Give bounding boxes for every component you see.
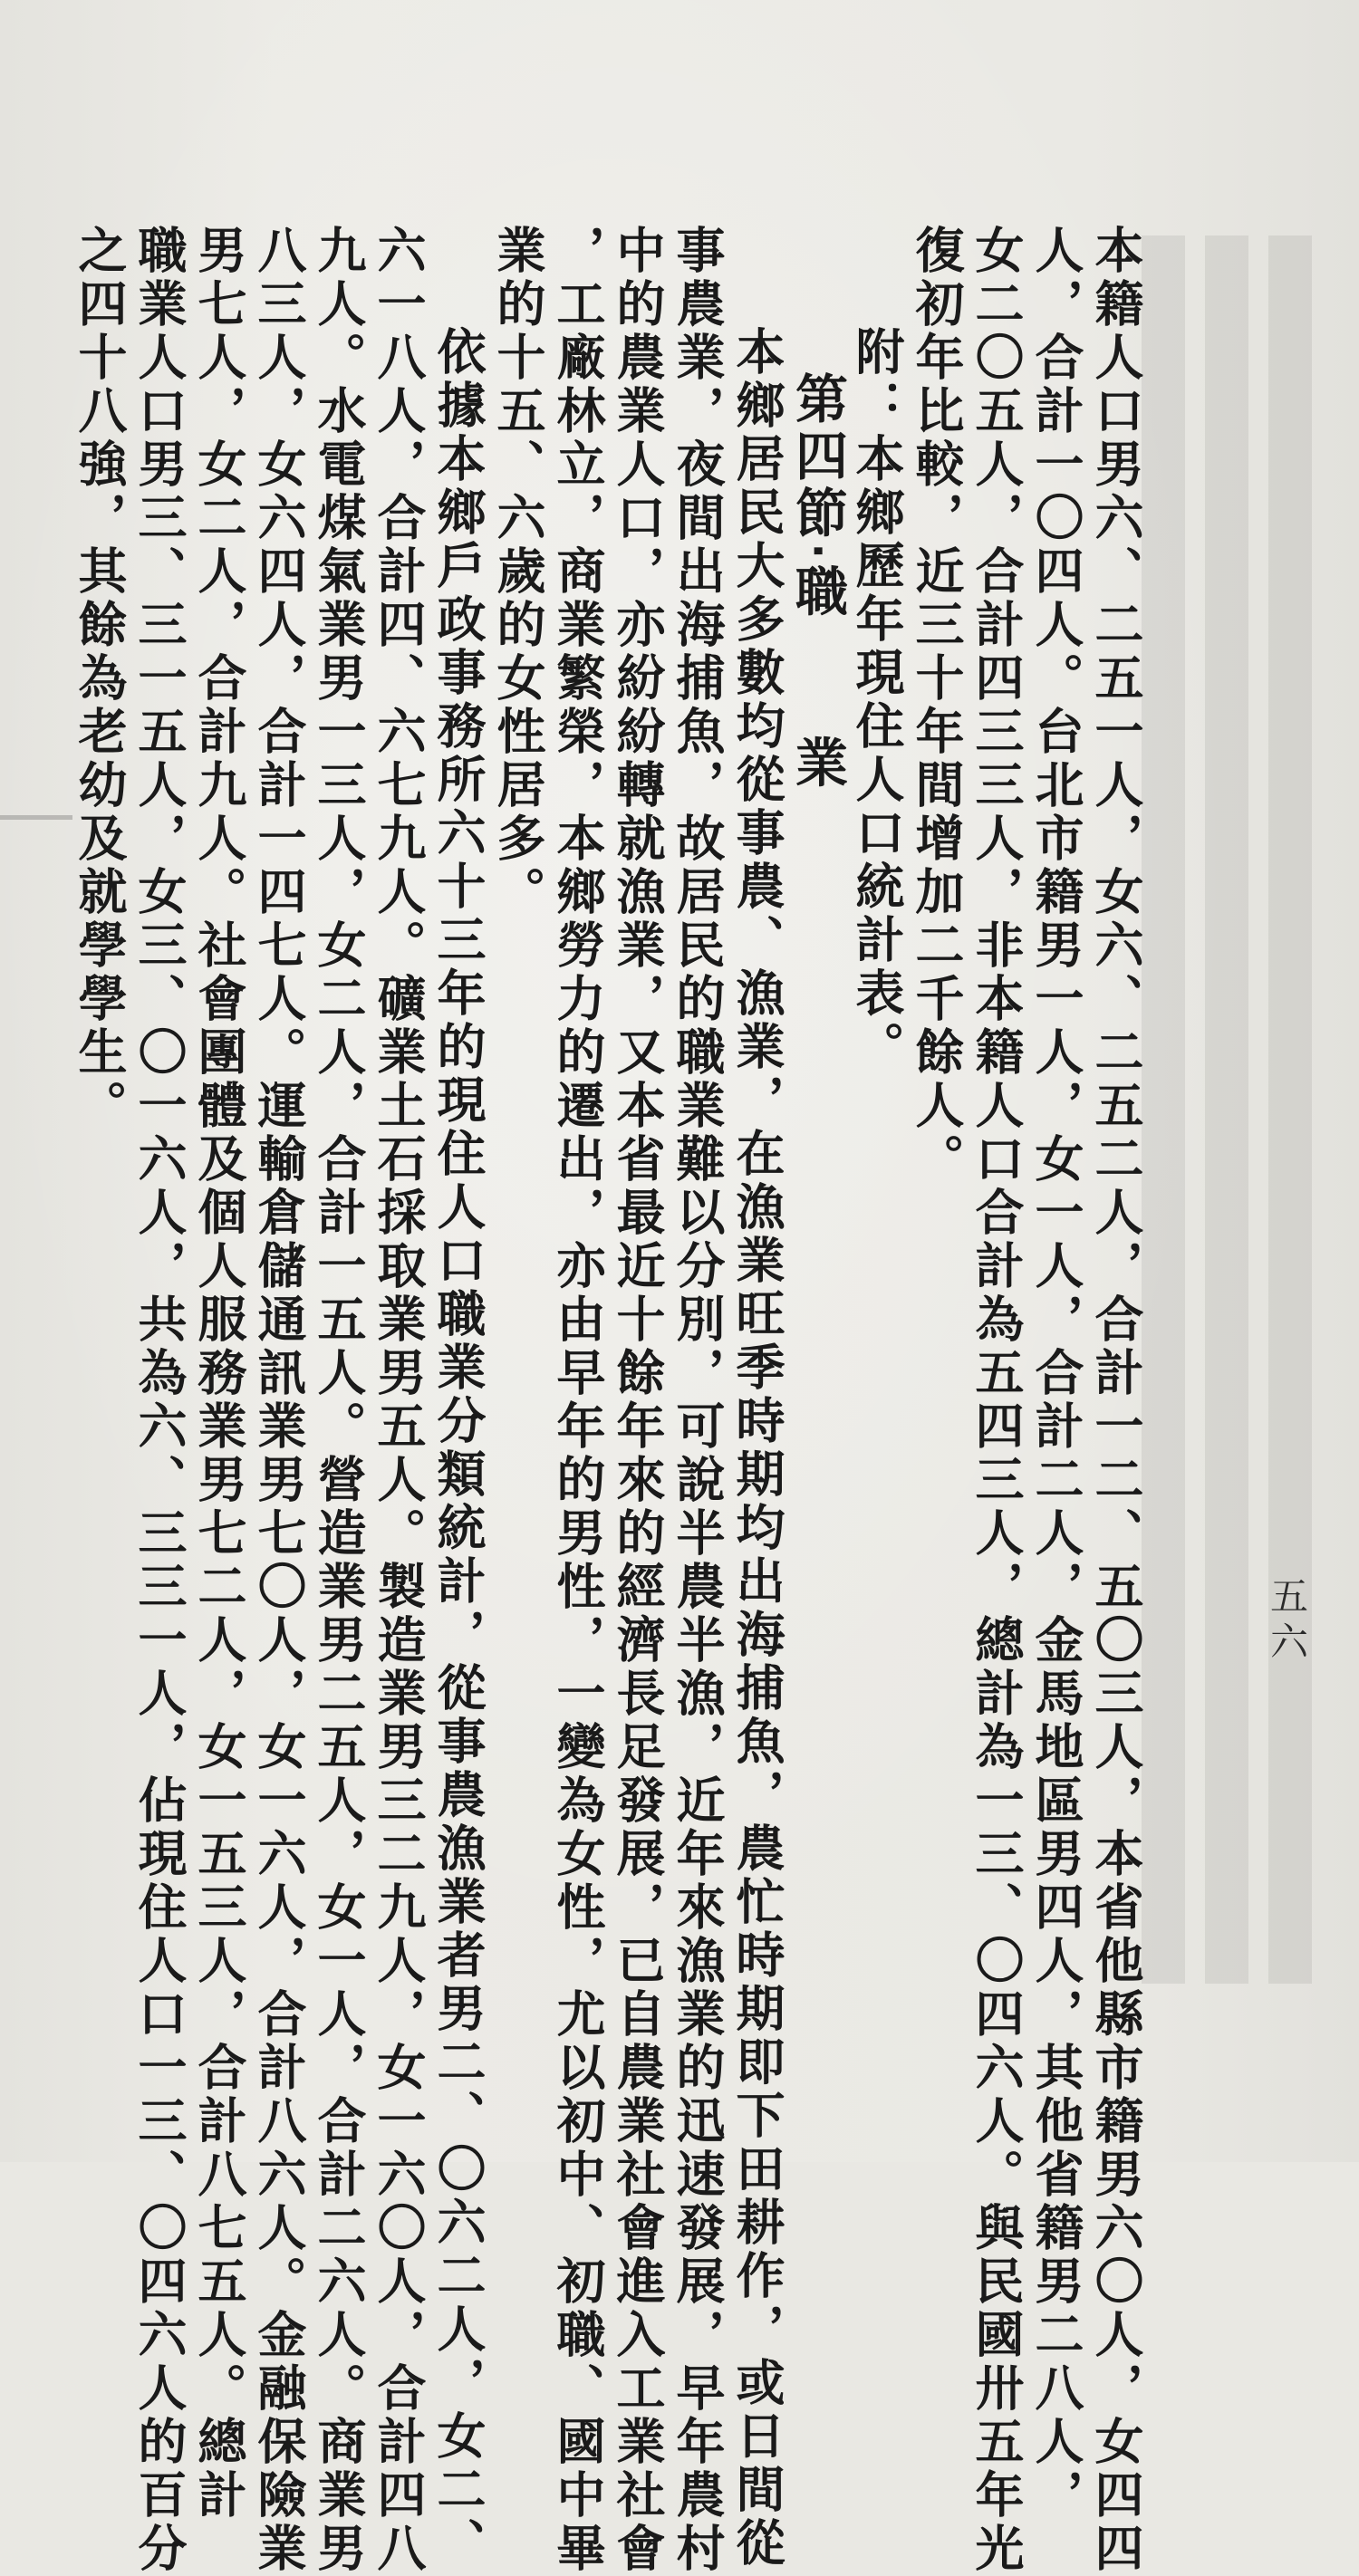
scan-mark — [0, 815, 72, 820]
text-column-16: 男七人，女二人，合計九人。社會團體及個人服務業男七二人，女一五三人，合計八七五人。總計 — [190, 225, 248, 2523]
text-column-15: 八三人，女六四人，合計一四七人。運輸倉儲通訊業男七〇人，女一六人，合計八六人。金融保險業 — [250, 225, 308, 2576]
section-heading: 第四節‧職 業 — [786, 371, 848, 793]
page-number: 五六 — [1265, 1576, 1309, 1667]
text-column-2: 人，合計一〇四人。台北市籍男一人，女一人，合計二人，金馬地區男四人，其他省籍男二八人， — [1027, 225, 1085, 2523]
text-column-9: 中的農業人口，亦紛紛轉就漁業，又本省最近十餘年來的經濟長足發展，已自農業社會進入工業社會 — [609, 225, 667, 2576]
text-column-8: 事農業，夜間出海捕魚，故居民的職業難以分別，可說半農半漁，近年來漁業的迅速發展，早年農村 — [669, 225, 727, 2576]
text-column-1: 本籍人口男六、二五一人，女六、二五二人，合計一二、五〇三人，本省他縣市籍男六〇人，女四四 — [1087, 225, 1145, 2576]
text-column-11: 業的十五、六歲的女性居多。 — [489, 225, 547, 919]
text-column-3: 女二〇五人，合計四三三人，非本籍人口合計為五四三人，總計為一三、〇四六人。與民國卅五年光 — [968, 225, 1026, 2576]
show-through-text — [1142, 235, 1332, 1984]
text-column-17: 職業人口男三、三一五人，女三、〇一六人，共為六、三三一人，佔現住人口一三、〇四六人的百分 — [130, 225, 188, 2576]
text-column-14: 九人。水電煤氣業男一三人，女二人，合計一五人。營造業男二五人，女一人，合計二六人。商業男 — [310, 225, 368, 2576]
text-column-4: 復初年比較，近三十年間增加二千餘人。 — [908, 225, 966, 1187]
text-column-18: 之四十八強，其餘為老幼及就學學生。 — [71, 225, 129, 1133]
text-column-5: 附：本鄉歷年現住人口統計表。 — [848, 326, 906, 1074]
text-column-13: 六一八人，合計四、六七九人。礦業土石採取業男五人。製造業男三二九人，女一六〇人，合計四八 — [370, 225, 428, 2576]
text-column-7: 本鄉居民大多數均從事農、漁業，在漁業旺季時期均出海捕魚，農忙時期即下田耕作，或日間從 — [728, 326, 786, 2571]
text-column-10: ，工廠林立，商業繁榮，本鄉勞力的遷出，亦由早年的男性，一變為女性，尤以初中、初職、國中畢 — [549, 225, 607, 2576]
vertical-text-block — [71, 225, 1146, 2576]
text-column-12: 依據本鄉戶政事務所六十三年的現住人口職業分類統計，從事農漁業者男二、〇六二人，女二、 — [429, 326, 487, 2571]
